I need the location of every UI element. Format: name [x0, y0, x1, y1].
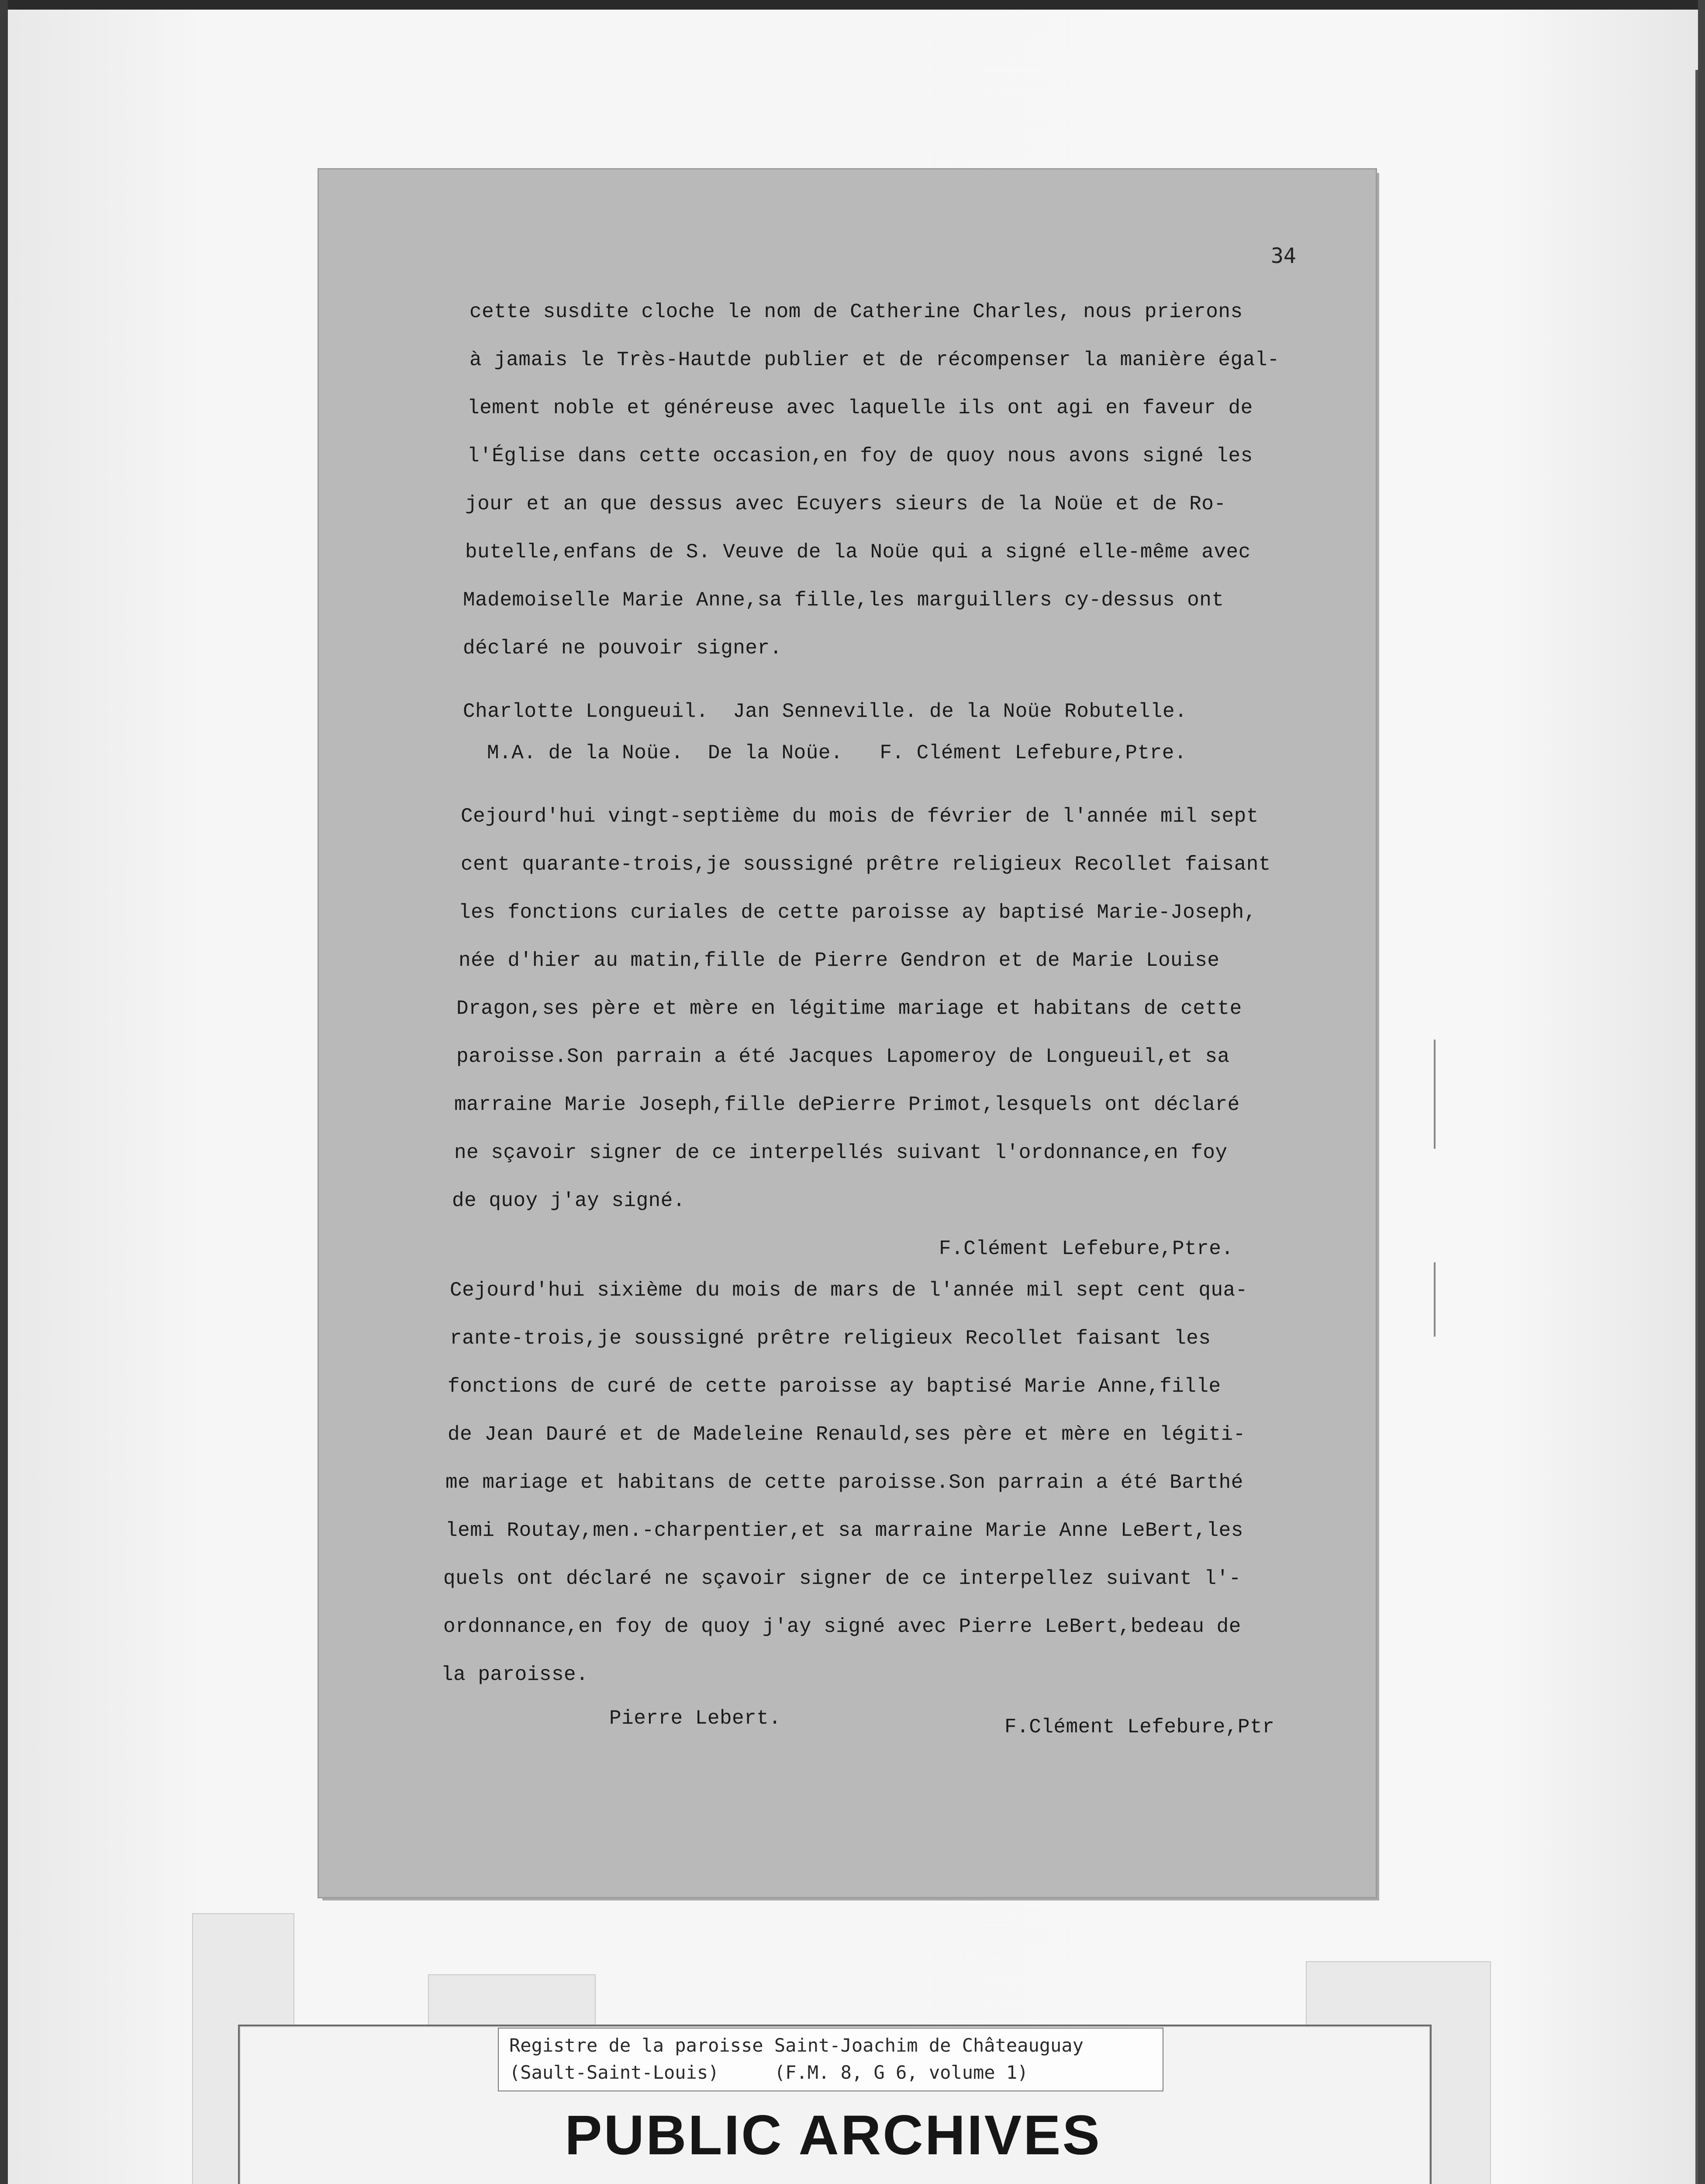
- text-line: de quoy j'ay signé.: [452, 1189, 685, 1212]
- signature-line: M.A. de la Noüe. De la Noüe. F. Clément Lefebure,Ptre.: [487, 742, 1187, 764]
- text-line: cent quarante-trois,je soussigné prêtre religieux Recollet faisant: [461, 853, 1271, 876]
- text-line: à jamais le Très-Hautde publier et de récompenser la manière égal-: [469, 349, 1280, 371]
- signature-line: Pierre Lebert.: [609, 1707, 781, 1730]
- label-line-register: Registre de la paroisse Saint-Joachim de Châteauguay: [509, 2035, 1084, 2056]
- text-line: la paroisse.: [441, 1663, 589, 1686]
- text-line: les fonctions curiales de cette paroisse ay baptisé Marie-Joseph,: [459, 901, 1256, 924]
- text-line: l'Église dans cette occasion,en foy de quoy nous avons signé les: [467, 445, 1253, 467]
- text-line: Mademoiselle Marie Anne,sa fille,les marguillers cy-dessus ont: [463, 589, 1224, 612]
- text-line: fonctions de curé de cette paroisse ay baptisé Marie Anne,fille: [448, 1375, 1221, 1398]
- text-line: ordonnance,en foy de quoy j'ay signé avec Pierre LeBert,bedeau de: [443, 1615, 1241, 1638]
- text-line: déclaré ne pouvoir signer.: [463, 637, 782, 660]
- text-line: marraine Marie Joseph,fille dePierre Primot,lesquels ont déclaré: [454, 1093, 1240, 1116]
- text-line: me mariage et habitans de cette paroisse.Son parrain a été Barthé: [445, 1471, 1243, 1494]
- text-line: Dragon,ses père et mère en légitime mariage et habitans de cette: [456, 997, 1242, 1020]
- signature-line: F.Clément Lefebure,Ptr: [1004, 1716, 1275, 1738]
- signature-line: Charlotte Longueuil. Jan Senneville. de la Noüe Robutelle.: [463, 700, 1187, 723]
- text-line: née d'hier au matin,fille de Pierre Gendron et de Marie Louise: [459, 949, 1220, 972]
- right-border-rule: [1695, 70, 1698, 2184]
- film-edge-left: [0, 0, 8, 2184]
- text-line: lemi Routay,men.-charpentier,et sa marraine Marie Anne LeBert,les: [445, 1519, 1243, 1542]
- text-line: de Jean Dauré et de Madeleine Renauld,ses père et mère en légiti-: [448, 1423, 1246, 1446]
- text-line: paroisse.Son parrain a été Jacques Lapomeroy de Longueuil,et sa: [456, 1045, 1230, 1068]
- film-edge-top: [0, 0, 1705, 10]
- text-line: Cejourd'hui sixième du mois de mars de l'année mil sept cent qua-: [450, 1279, 1248, 1302]
- text-line: ne sçavoir signer de ce interpellés suivant l'ordonnance,en foy: [454, 1141, 1228, 1164]
- text-line: Cejourd'hui vingt-septième du mois de février de l'année mil sept: [461, 805, 1259, 828]
- label-line-reference: (Sault-Saint-Louis) (F.M. 8, G 6, volume 1): [509, 2062, 1029, 2083]
- typed-register-page: [319, 169, 1376, 1897]
- text-line: cette susdite cloche le nom de Catherine Charles, nous prierons: [469, 301, 1243, 323]
- signature-line: F.Clément Lefebure,Ptre.: [939, 1237, 1234, 1260]
- text-line: quels ont déclaré ne sçavoir signer de ce interpellez suivant l'-: [443, 1567, 1241, 1590]
- text-line: butelle,enfans de S. Veuve de la Noüe qui a signé elle-même avec: [465, 541, 1251, 563]
- title-public-archives: PUBLIC ARCHIVES: [565, 2104, 1101, 2167]
- film-edge-right: [1698, 0, 1705, 2184]
- margin-tick: [1434, 1262, 1436, 1337]
- text-line: jour et an que dessus avec Ecuyers sieurs de la Noüe et de Ro-: [465, 493, 1226, 515]
- text-line: lement noble et généreuse avec laquelle ils ont agi en faveur de: [467, 397, 1253, 419]
- page-number: 34: [1271, 244, 1296, 268]
- archive-reference-label: [498, 2028, 1163, 2091]
- text-line: rante-trois,je soussigné prêtre religieux Recollet faisant les: [450, 1327, 1211, 1350]
- margin-tick: [1434, 1040, 1436, 1149]
